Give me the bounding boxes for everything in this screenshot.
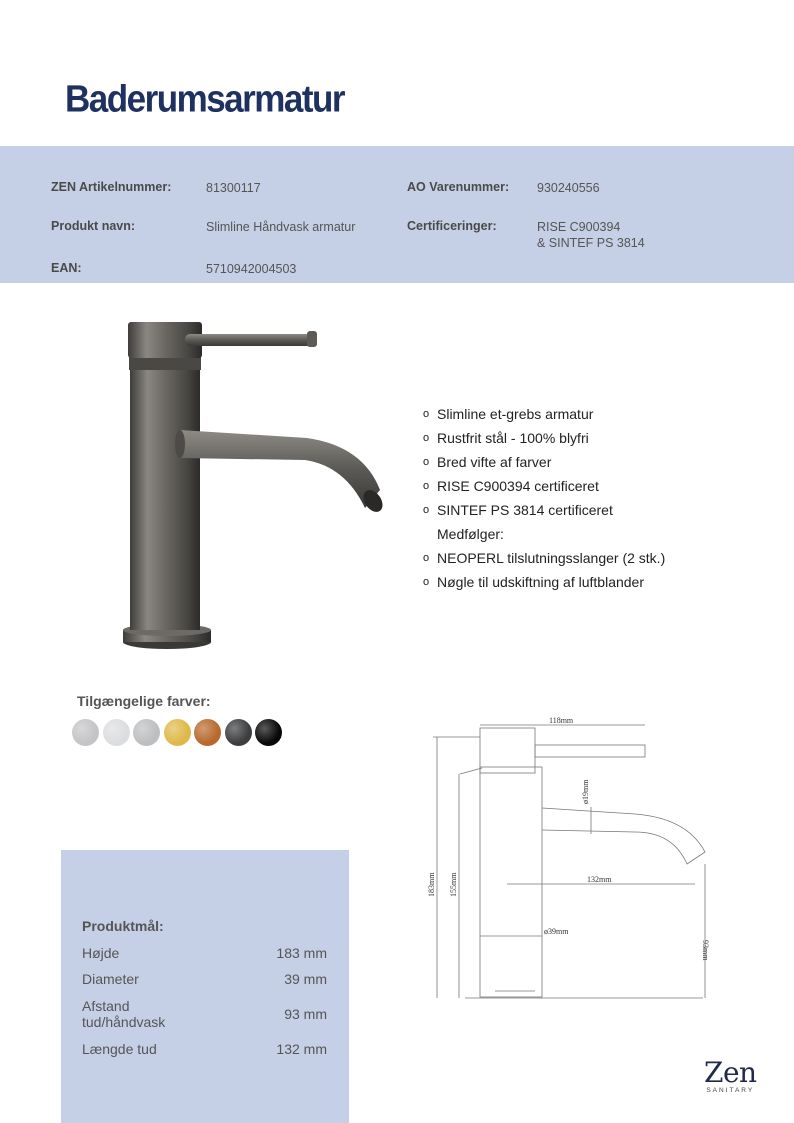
drawing-body-outline (480, 767, 542, 997)
feature-text: Slimline et-grebs armatur (437, 406, 594, 422)
dimension-label: Højde (82, 945, 120, 961)
feature-text: RISE C900394 certificeret (437, 478, 599, 494)
ao-number-label: AO Varenummer: (407, 180, 510, 194)
drawing-label-spout-height: 93mm (701, 940, 710, 961)
certifications-label: Certificeringer: (407, 219, 497, 233)
list-item (423, 404, 665, 428)
zen-sanitary-logo (704, 1058, 757, 1094)
product-dimensions-panel (61, 850, 349, 1123)
ean-value: 5710942004503 (206, 262, 297, 276)
included-label-text: Medfølger: (437, 526, 504, 542)
logo-brand: Zen (704, 1056, 757, 1089)
available-colors-label: Tilgængelige farver: (77, 693, 211, 709)
drawing-label-total-height: 183mm (427, 872, 436, 897)
color-swatch-white[interactable] (103, 719, 130, 746)
list-item (423, 572, 665, 596)
dimension-label-line-2: tud/håndvask (82, 1014, 166, 1030)
drawing-label-spout-length: 132mm (587, 875, 612, 884)
bullet-icon: o (423, 552, 430, 564)
bullet-icon: o (423, 432, 430, 444)
product-info-band (0, 146, 794, 283)
ao-number-value: 930240556 (537, 181, 600, 195)
dimension-label: Længde tud (82, 1041, 157, 1057)
bullet-icon: o (423, 456, 430, 468)
color-swatch-black[interactable] (255, 719, 282, 746)
drawing-label-width: 118mm (549, 716, 574, 725)
included-text: Nøgle til udskiftning af luftblander (437, 574, 644, 590)
list-item (423, 500, 665, 524)
color-swatch-gunmetal[interactable] (225, 719, 252, 746)
list-item (423, 476, 665, 500)
color-swatch-brushed-steel[interactable] (133, 719, 160, 746)
certifications-line-2: & SINTEF PS 3814 (537, 236, 645, 250)
zen-article-value: 81300117 (206, 181, 261, 195)
technical-drawing (425, 712, 725, 1007)
bullet-icon: o (423, 408, 430, 420)
bullet-icon: o (423, 480, 430, 492)
bullet-icon: o (423, 504, 430, 516)
dimension-value: 132 mm (276, 1041, 327, 1057)
list-item (423, 548, 665, 572)
dimension-value: 183 mm (276, 945, 327, 961)
feature-text: SINTEF PS 3814 certificeret (437, 502, 613, 518)
product-name-label: Produkt navn: (51, 219, 136, 233)
logo-subtitle: SANITARY (706, 1087, 755, 1094)
dimension-label: Afstand (82, 998, 130, 1014)
color-swatch-chrome[interactable] (72, 719, 99, 746)
bullet-icon: o (423, 576, 430, 588)
product-name-value: Slimline Håndvask armatur (206, 220, 356, 234)
list-item (423, 428, 665, 452)
included-label (423, 524, 665, 548)
list-item (423, 452, 665, 476)
zen-article-label: ZEN Artikelnummer: (51, 180, 172, 194)
page-title: Baderumsarmatur (65, 78, 344, 121)
feature-text: Rustfrit stål - 100% blyfri (437, 430, 589, 446)
included-text: NEOPERL tilslutningsslanger (2 stk.) (437, 550, 666, 566)
drawing-label-body-height: 155mm (449, 872, 458, 897)
color-swatch-copper[interactable] (194, 719, 221, 746)
dimensions-title: Produktmål: (82, 918, 164, 934)
dimension-value: 93 mm (284, 1006, 327, 1022)
dimension-value: 39 mm (284, 971, 327, 987)
feature-text: Bred vifte af farver (437, 454, 552, 470)
color-swatch-gold[interactable] (164, 719, 191, 746)
drawing-lever-outline (535, 745, 645, 757)
drawing-label-diameter: ø39mm (544, 927, 569, 936)
color-swatches (72, 719, 282, 746)
certifications-line-1: RISE C900394 (537, 220, 621, 234)
drawing-head-outline (480, 728, 535, 773)
dimension-label: Diameter (82, 971, 139, 987)
ean-label: EAN: (51, 261, 82, 275)
drawing-spout-outline (542, 808, 705, 864)
feature-list (423, 404, 665, 596)
faucet-product-image (95, 318, 395, 658)
drawing-label-lever: ø19mm (581, 779, 590, 804)
